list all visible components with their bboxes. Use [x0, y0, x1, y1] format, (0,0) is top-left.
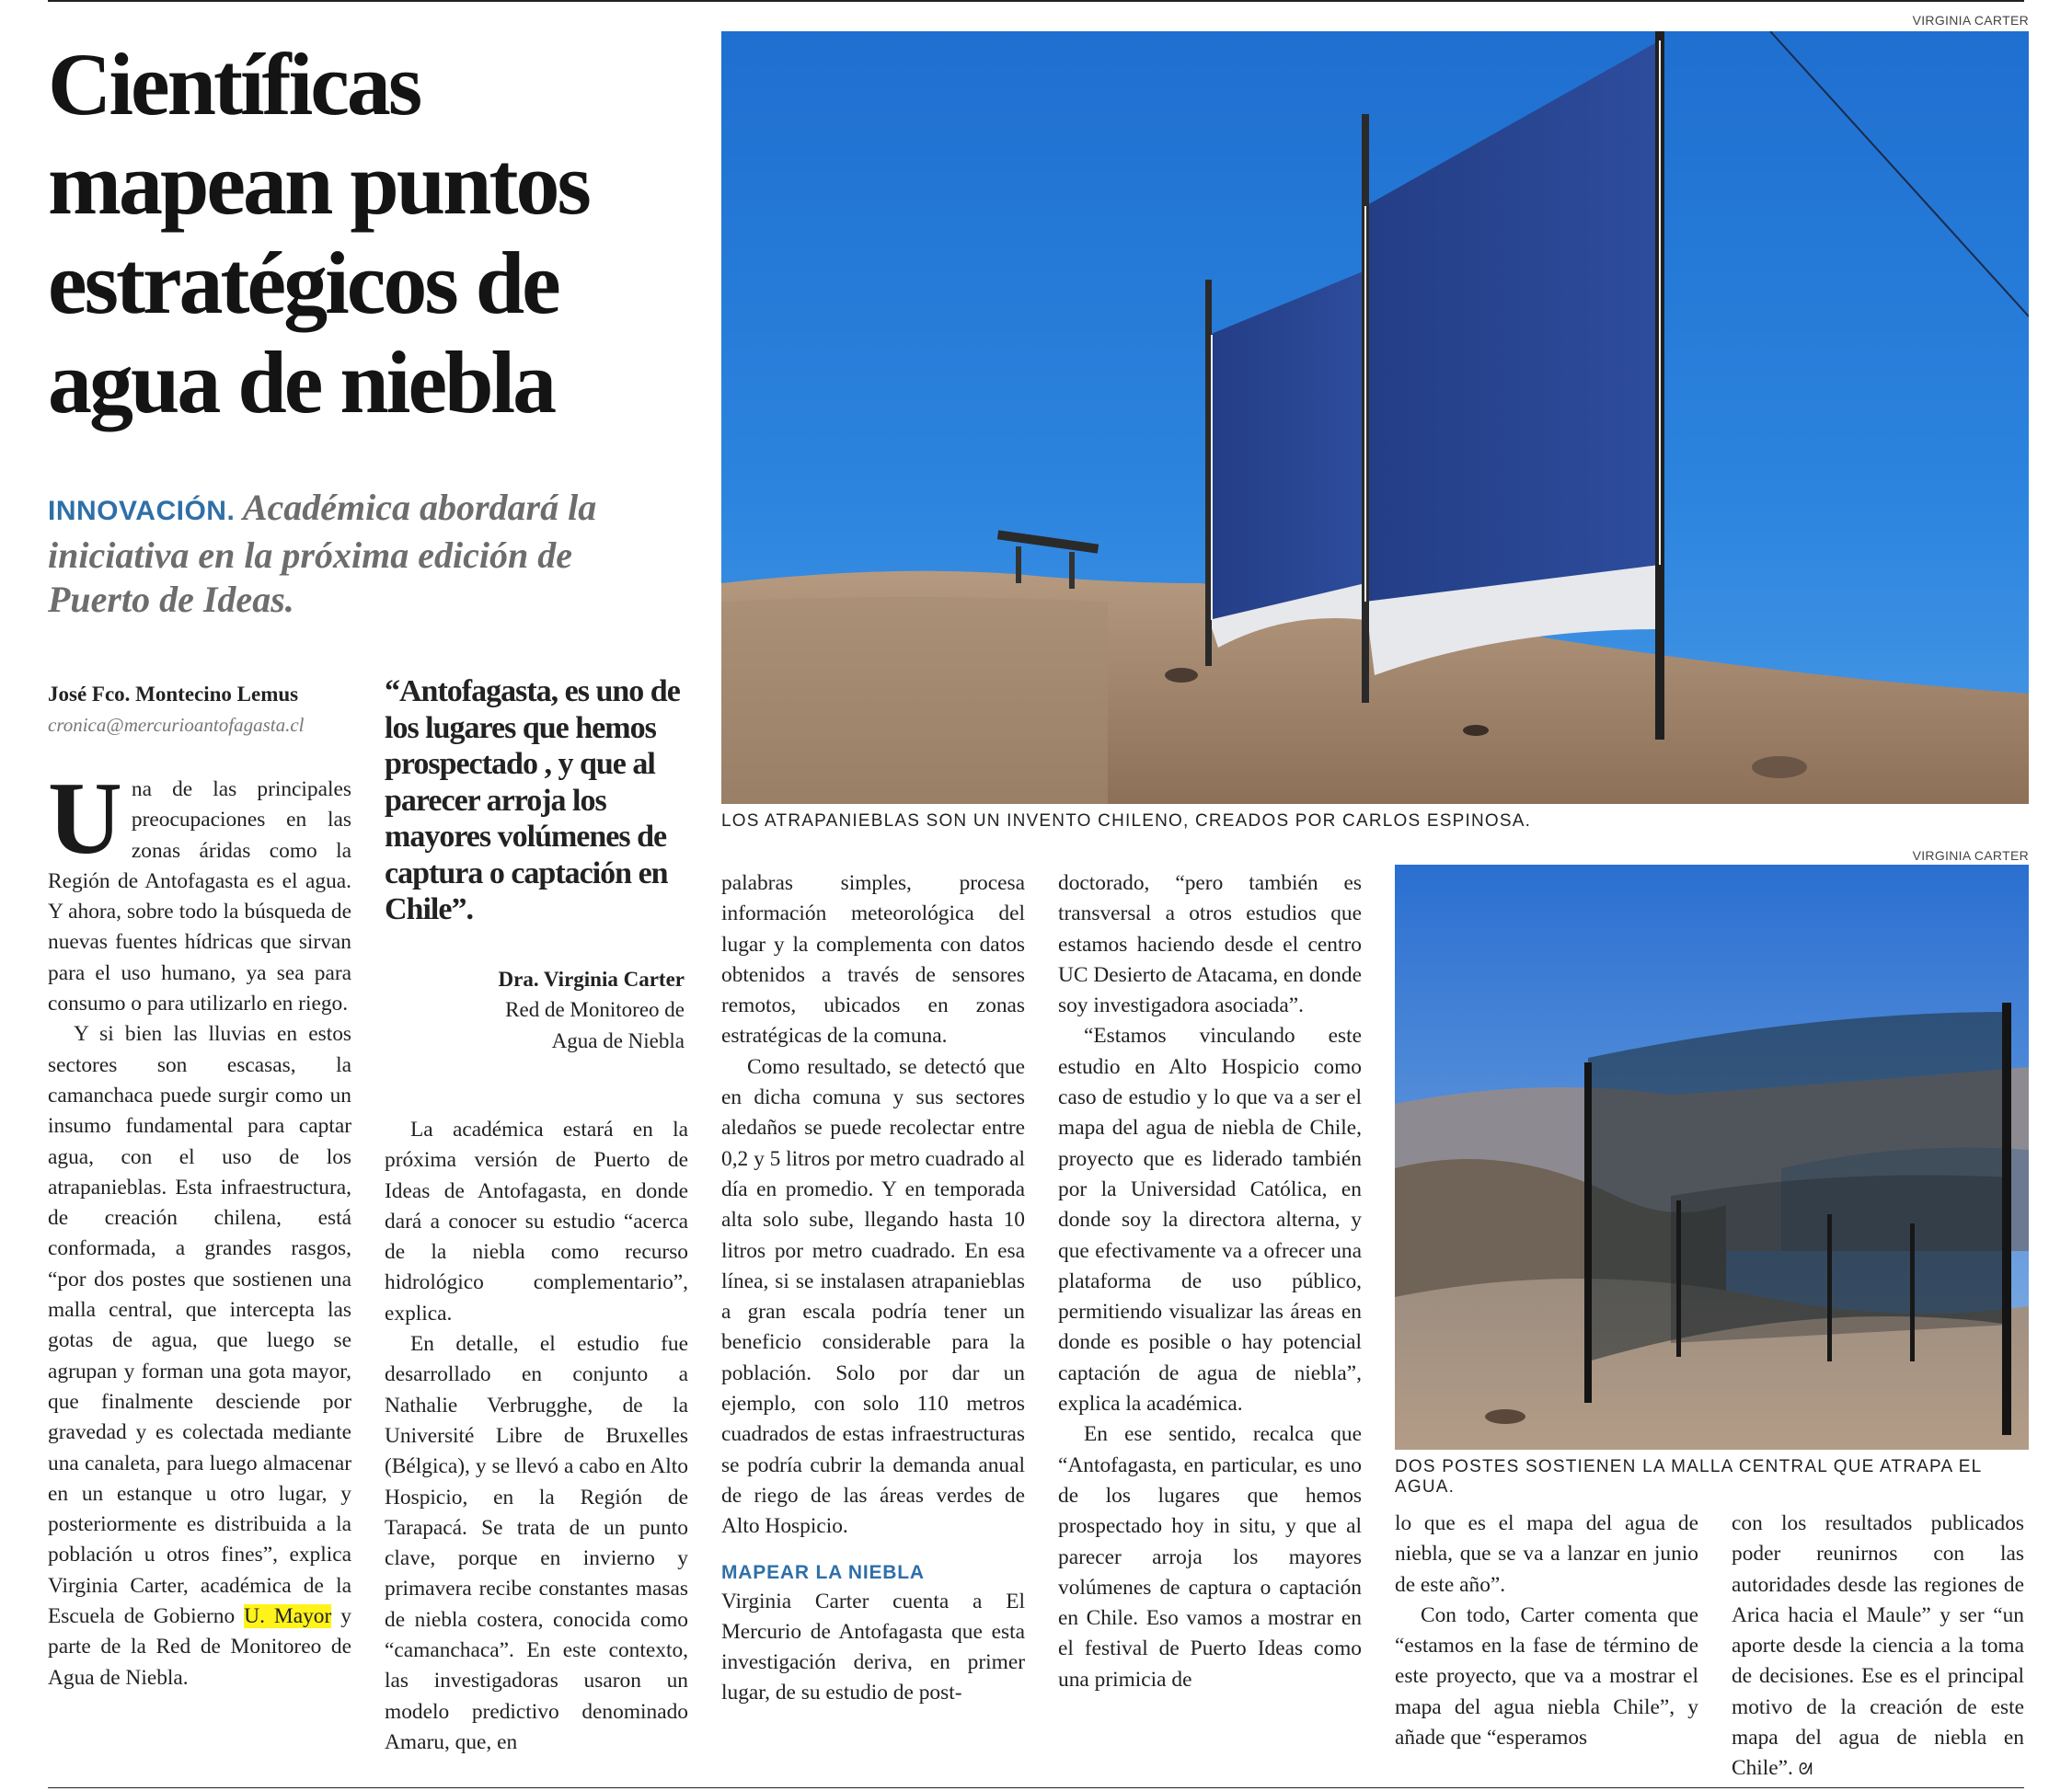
highlighted-text: U. Mayor — [244, 1604, 332, 1629]
deck-text: Académica abordará la iniciativa en la próxima edición de Puerto de Ideas. — [48, 487, 597, 620]
col1-paragraph-2: Y si bien las lluvias en estos sectores son escasas, la camanchaca puede surgir como un insumo fundamental para captar agua, con el uso de los atrapanieblas. Esta infraestructura, de creación chilena, está conformada, a grandes rasgos, “por dos postes que sostienen una malla central, que intercepta las gotas de agua, que luego se agrupan y forman una gota mayor, que finalmente desciende por gravedad y es colectada mediante una canaleta, para luego almacenar en un estanque u otro lugar, y posteriormente es distribuida a la población u otros fines”, explica Virginia Carter, académica de la Escuela de Gobierno — [48, 1022, 351, 1629]
photo-1-caption: LOS ATRAPANIEBLAS SON UN INVENTO CHILENO, CREADOS POR CARLOS ESPINOSA. — [721, 811, 1532, 831]
col1-paragraph-2-end: y parte de la Red de Monitoreo de Agua de Niebla. — [48, 1604, 351, 1690]
col3-paragraph-1: palabras simples, procesa información meteorológica del lugar y la complementa con datos obtenidos a través de sensores remotos, ubicados en zonas estratégicas de la comuna. — [721, 871, 1025, 1049]
byline-author: José Fco. Montecino Lemus — [48, 683, 299, 706]
col4-paragraph-1: doctorado, “pero también es transversal a otros estudios que estamos haciendo desde el centro UC Desierto de Atacama, en donde soy investigadora asociada”. — [1058, 871, 1362, 1018]
photo-1-credit: VIRGINIA CARTER — [1912, 13, 2029, 28]
col4-paragraph-3: En ese sentido, recalca que “Antofagasta, en particular, es uno de los lugares que hemos prospectado hoy in situ, y que al parecer arroja los mayores volúmenes de captura o captación en Chile. Eso vamos a mostrar en el festival de Puerto Ideas como una primicia de — [1058, 1422, 1362, 1692]
dropcap: U — [48, 762, 122, 876]
col3-paragraph-2: Como resultado, se detectó que en dicha comuna y sus sectores aledaños se puede recolectar entre 0,2 y 5 litros por metro cuadrado al día en promedio. Y en temporada alta solo sube, llegando hasta 10 litros por metro cuadrado. En esa línea, si se instalasen atrapanieblas a gran escala podría tener un beneficio considerable para la población. Solo por dar un ejemplo, con solo 110 metros cuadrados de estas infraestructuras se podría cubrir la demanda anual de riego de las áreas verdes de Alto Hospicio. — [721, 1054, 1025, 1539]
bottom-rule — [48, 1787, 2024, 1788]
col5-paragraph-2: Con todo, Carter comenta que “estamos en la fase de término de este proyecto, que va a mostrar el mapa del agua niebla Chile”, y añade que “esperamos — [1395, 1602, 1698, 1751]
top-rule — [48, 0, 2024, 2]
body-column-5 — [1395, 1509, 1698, 1753]
body-column-1 — [48, 762, 351, 1693]
photo-2-credit: VIRGINIA CARTER — [1912, 848, 2029, 863]
photo-fog-catchers-hill — [721, 31, 2029, 804]
section-subhead: MAPEAR LA NIEBLA — [721, 1561, 925, 1583]
photo-2-caption: DOS POSTES SOSTIENEN LA MALLA CENTRAL QUE ATRAPA EL AGUA. — [1395, 1457, 1982, 1497]
quote-role: Red de Monitoreo de Agua de Niebla — [505, 998, 685, 1052]
col2-paragraph-2: En detalle, el estudio fue desarrollado en conjunto a Nathalie Verbrugghe, de la Université Libre de Bruxelles (Bélgica), y se llevó a cabo en Alto Hospicio, en la Región de Tarapacá. Se trata de un punto clave, porque en invierno y primavera recibe constantes masas de niebla costera, conocida como “camanchaca”. En este contexto, las investigadoras usaron un modelo predictivo denominado Amaru, que, en — [385, 1332, 688, 1754]
col6-paragraph-1: con los resultados publicados poder reunirnos con las autoridades desde las regiones de Arica hacia el Maule” y ser “un aporte desde la ciencia a la toma de decisiones. Ese es el principal motivo de la creación de este mapa del agua de niebla en Chile”. — [1732, 1511, 2024, 1781]
byline-email: cronica@mercurioantofagasta.cl — [48, 714, 305, 736]
col5-paragraph-1: lo que es el mapa del agua de niebla, que se va a lanzar en junio de este año”. — [1395, 1511, 1698, 1597]
photo-fog-catcher-mesh — [1395, 865, 2029, 1450]
headline: Científicas mapean puntos estratégicos de agua de niebla — [48, 35, 589, 431]
body-column-6 — [1732, 1509, 2024, 1785]
pull-quote: “Antofagasta, es uno de los lugares que hemos prospectado , y que al parecer arroja los mayores volúmenes de captura o captación en Chile”. — [385, 674, 680, 926]
body-column-4 — [1058, 868, 1362, 1695]
col2-paragraph-1: La académica estará en la próxima versión de Puerto de Ideas de Antofagasta, en donde dará a conocer su estudio “acerca de la niebla como recurso hidrológico complementario”, explica. — [385, 1118, 688, 1326]
quote-name: Dra. Virginia Carter — [498, 968, 685, 991]
col1-paragraph-1: na de las principales preocupaciones en las zonas áridas como la Región de Antofagasta es el agua. Y ahora, sobre todo la búsqueda de nuevas fuentes hídricas que sirvan para el uso humano, ya sea para consumo o para utilizarlo en riego. — [48, 777, 351, 1016]
deck — [48, 486, 655, 622]
body-column-3 — [721, 868, 1025, 1709]
col3-paragraph-3: Virginia Carter cuenta a El Mercurio de Antofagasta que esta investigación deriva, en primer lugar, de su estudio de post- — [721, 1589, 1025, 1705]
body-column-2 — [385, 1115, 688, 1758]
end-mark-icon: ᘛ — [1798, 1760, 1813, 1780]
deck-kicker: INNOVACIÓN. — [48, 496, 236, 526]
pull-quote-attribution — [385, 964, 685, 1056]
col4-paragraph-2: “Estamos vinculando este estudio en Alto Hospicio como caso de estudio y lo que va a ser el mapa del agua de niebla de Chile, proyecto que es liderado también por la Universidad Católica, en donde soy la directora alterna, y que efectivamente va a ofrecer una plataforma de uso público, permitiendo visualizar las áreas en donde es posible o hay potencial captación de agua de niebla”, explica la académica. — [1058, 1024, 1362, 1417]
